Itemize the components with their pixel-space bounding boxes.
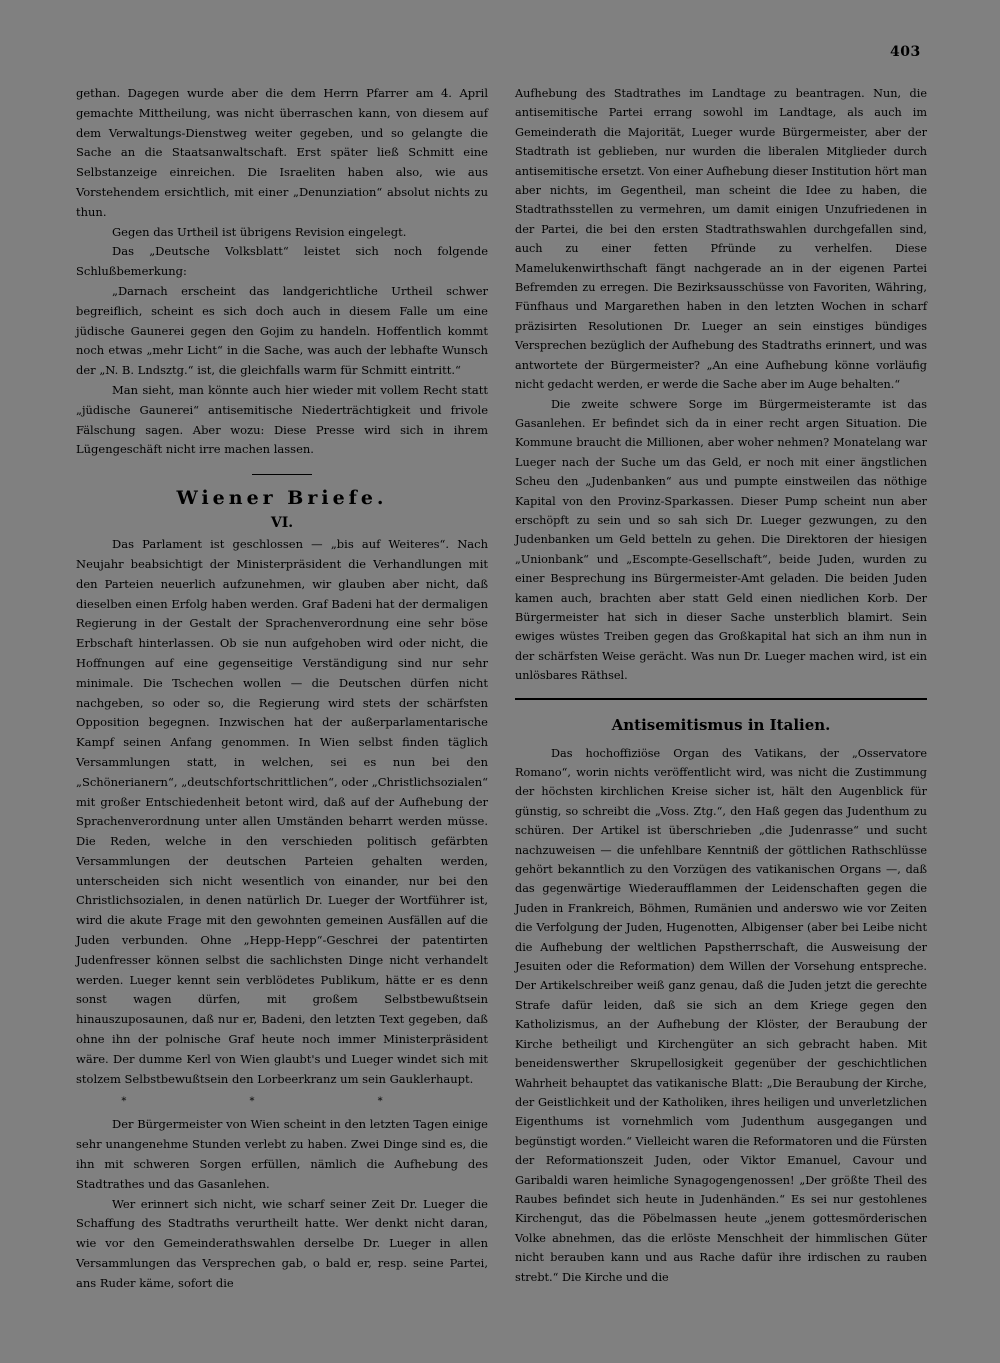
asterism: * * * bbox=[121, 1096, 443, 1108]
section-number: VI. bbox=[270, 515, 294, 532]
paragraph: Aufhebung des Stadtrathes im Landtage zu beantragen. Nun, die antisemitische Partei errang sowohl im Landtage, als auch im Gemeinderath die Majorität, Lueger wurde Bürgermeister, aber der Stadtrath ist geblieben, nur wurden die liberalen Mitglieder durch antisemitische ersetzt. Von einer Aufhebung dieser Institution hört man aber nichts, im Gegentheil, man scheint die Idee zu haben, die Stadtrathsstellen zu vermehren, um damit einigen Unzufriedenen in der Partei, die bei den ersten Stadtrathswahlen durchgefallen sind, auch zu einer fetten Pfründe zu verhelfen. Diese Mamelukenwirthschaft fängt nachgerade an in der eigenen Partei Befremden zu erregen. Die Bezirksausschüsse von Favoriten, Währing, Fünfhaus und Margarethen haben in den letzten Wochen in scharf präzisirten Resolutionen Dr. Lueger an sein einstiges bündiges Versprechen bezüglich der Aufhebung des Stadtraths erinnert, und was antwortete der Bürgermeister? „An eine Aufhebung könne vorläufig nicht gedacht werden, er werde die Sache aber im Auge behalten.“ bbox=[515, 87, 927, 392]
right-column bbox=[515, 84, 927, 1287]
paragraph: Gegen das Urtheil ist übrigens Revision eingelegt. bbox=[112, 224, 407, 239]
section-heading: Antisemitismus in Italien. bbox=[611, 715, 831, 734]
left-column bbox=[76, 84, 488, 1294]
paragraph: Das Parlament ist geschlossen — „bis auf Weiteres“. Nach Neujahr beabsichtigt der Ministerpräsident die Verhandlungen mit den Parteien neuerlich aufzunehmen, wir glauben aber nicht, daß dieselben einen Erfolg haben werden. Graf Badeni hat der dermaligen Regierung in der Gestalt der Sprachenverordnung eine sehr böse Erbschaft hinterlassen. Ob sie nun aufgehoben wird oder nicht, die Hoffnungen auf eine gegenseitige Verständigung sind nur sehr minimale. Die Tschechen wollen — die Deutschen dürfen nicht nachgeben, so oder so, die Regierung wird stets der schärfsten Opposition begegnen. Inzwischen hat der außerparlamentarische Kampf seinen Anfang genommen. In Wien selbst finden täglich Versammlungen statt, in welchen, sei es nun bei den „Schönerianern“, „deutschfortschrittlichen“, oder „Christlichsozialen“ mit großer Entschiedenheit betont wird, daß auf der Aufhebung der Sprachenverordnung unter allen Umständen beharrt werden müsse. Die Reden, welche in den verschieden politisch gefärbten Versammlungen der deutschen Parteien gehalten werden, unterscheiden sich nicht wesentlich von einander, nur bei den Christlichsozialen, in denen natürlich Dr. Lueger der Wortführer ist, wird die akute Frage mit den gewohnten gemeinen Ausfällen auf die Juden verbunden. Ohne „Hepp-Hepp“-Geschrei der patentirten Judenfresser können selbst die sachlichsten Dinge nicht verhandelt werden. Lueger kennt sein verblödetes Publikum, hätte er es denn sonst wagen dürfen, mit großem Selbstbewußtsein hinauszuposaunen, daß nur er, Badeni, den letzten Text gegeben, daß ohne ihn der polnische Graf heute noch immer Ministerpräsident wäre. Der dumme Kerl von Wien glaubt's und Lueger windet sich mit stolzem Selbstbewußtsein den Lorbeerkranz um sein Gauklerhaupt. bbox=[76, 537, 488, 1086]
paragraph: Man sieht, man könnte auch hier wieder mit vollem Recht statt „jüdische Gaunerei“ antisemitische Niederträchtigkeit und frivole Fälschung sagen. Aber wozu: Diese Presse wird sich in ihrem Lügengeschäft nicht irre machen lassen. bbox=[76, 382, 488, 457]
section-divider bbox=[515, 698, 927, 700]
section-heading: Wiener Briefe. bbox=[176, 487, 388, 510]
paragraph: Der Bürgermeister von Wien scheint in den letzten Tagen einige sehr unangenehme Stunden verlebt zu haben. Zwei Dinge sind es, die ihn mit schweren Sorgen erfüllen, nämlich die Aufhebung des Stadtrathes und das Gasanlehen. bbox=[76, 1117, 488, 1191]
section-divider bbox=[252, 474, 312, 475]
paragraph: Das hochoffiziöse Organ des Vatikans, der „Osservatore Romano“, worin nichts veröffentlicht wird, was nicht die Zustimmung der höchsten kirchlichen Kreise sicher ist, hält den Augenblick für günstig, so schreibt die „Voss. Ztg.“, den Haß gegen das Judenthum zu schüren. Der Artikel ist überschrieben „die Judenrasse“ und sucht nachzuweisen — die unfehlbare Kenntniß der göttlichen Rathschlüsse gehört bekanntlich zu den Vorzügen des vatikanischen Organs —, daß das gegenwärtige Wiederaufflammen der Leidenschaften gegen die Juden in Frankreich, Böhmen, Rumänien und anderswo wie vor Zeiten die Verfolgung der Juden, Hugenotten, Albigenser (aber bei Leibe nicht die Aufhebung der weltlichen Papstherrschaft, die Ausweisung der Jesuiten oder die Reformation) dem Willen der Vorsehung entspreche. Der Artikelschreiber weiß ganz genau, daß die Juden jetzt die gerechte Strafe dafür leiden, daß sie sich an dem Kriege gegen den Katholizismus, an der Aufhebung der Klöster, der Beraubung der Kirche betheiligt und Kirchengüter an sich gebracht haben. Mit beneidenswerther Skrupellosigkeit gegenüber der geschichtlichen Wahrheit behauptet das vatikanische Blatt: „Die Beraubung der Kirche, der Geistlichkeit und der Katholiken, ihres heiligen und unverletzlichen Eigenthums ist vornehmlich vom Judenthum ausgegangen und begünstigt worden.“ Vielleicht waren die Reformatoren und die Fürsten der Reformationszeit Juden, oder Viktor Emanuel, Cavour und Garibaldi waren heimliche Synagogengenossen! „Der größte Theil des Raubes befindet sich heute in Judenhänden.“ Es sei nur gestohlenes Kirchengut, das die Pöbelmassen heute „jenem gottesmörderischen Volke abnehmen, das die erlöste Menschheit der himmlischen Güter nicht berauben kann und aus Rache dafür ihre irdischen zu rauben strebt.“ Die Kirche und die bbox=[515, 746, 927, 1284]
paragraph: Wer erinnert sich nicht, wie scharf seiner Zeit Dr. Lueger die Schaffung des Stadtraths verurtheilt hatte. Wer denkt nicht daran, wie vor den Gemeinderathswahlen derselbe Dr. Lueger in allen Versammlungen das Versprechen gab, o bald er, resp. seine Partei, ans Ruder käme, sofort die bbox=[76, 1196, 488, 1290]
paragraph: gethan. Dagegen wurde aber die dem Herrn Pfarrer am 4. April gemachte Mittheilung, was nicht überraschen kann, von diesem auf dem Verwaltungs-Dienstweg weiter gegeben, und so gelangte die Sache an die Staatsanwaltschaft. Erst später ließ Schmitt eine Selbstanzeige einreichen. Die Israeliten haben also, wie aus Vorstehendem ersichtlich, mit einer „Denunziation“ absolut nichts zu thun. bbox=[76, 86, 488, 219]
paragraph: Die zweite schwere Sorge im Bürgermeisteramte ist das Gasanlehen. Er befindet sich da in einer recht argen Situation. Die Kommune braucht die Millionen, aber woher nehmen? Monatelang war Lueger nach der Suche um das Geld, er noch mit einer ängstlichen Scheu den „Judenbanken“ aus und pumpte einstweilen das nöthige Kapital von den Provinz-Sparkassen. Dieser Pump scheint nun aber erschöpft zu sein und so sah sich Dr. Lueger gezwungen, zu den Judenbanken um Geld betteln zu gehen. Die Direktoren der hiesigen „Unionbank“ und „Escompte-Gesellschaft“, beide Juden, wurden zu einer Besprechung ins Bürgermeister-Amt geladen. Die beiden Juden kamen auch, brachten aber statt Geld einen niedlichen Korb. Der Bürgermeister hat sich in dieser Sache unsterblich blamirt. Sein ewiges wüstes Treiben gegen das Großkapital hat sich an ihm nun in der schärfsten Weise gerächt. Was nun Dr. Lueger machen wird, ist ein unlösbares Räthsel. bbox=[515, 397, 927, 683]
paragraph: Das „Deutsche Volksblatt“ leistet sich noch folgende Schlußbemerkung: bbox=[76, 244, 488, 279]
page-number: 403 bbox=[890, 44, 921, 60]
quote-paragraph: „Darnach erscheint das landgerichtliche Urtheil schwer begreiflich, scheint es sich doch auch in diesem Falle um eine jüdische Gaunerei gegen den Gojim zu handeln. Hoffentlich kommt noch etwas „mehr Licht“ in die Sache, was auch der lebhafte Wunsch der „N. B. Lndsztg.“ ist, die gleichfalls warm für Schmitt eintritt.“ bbox=[76, 283, 488, 378]
